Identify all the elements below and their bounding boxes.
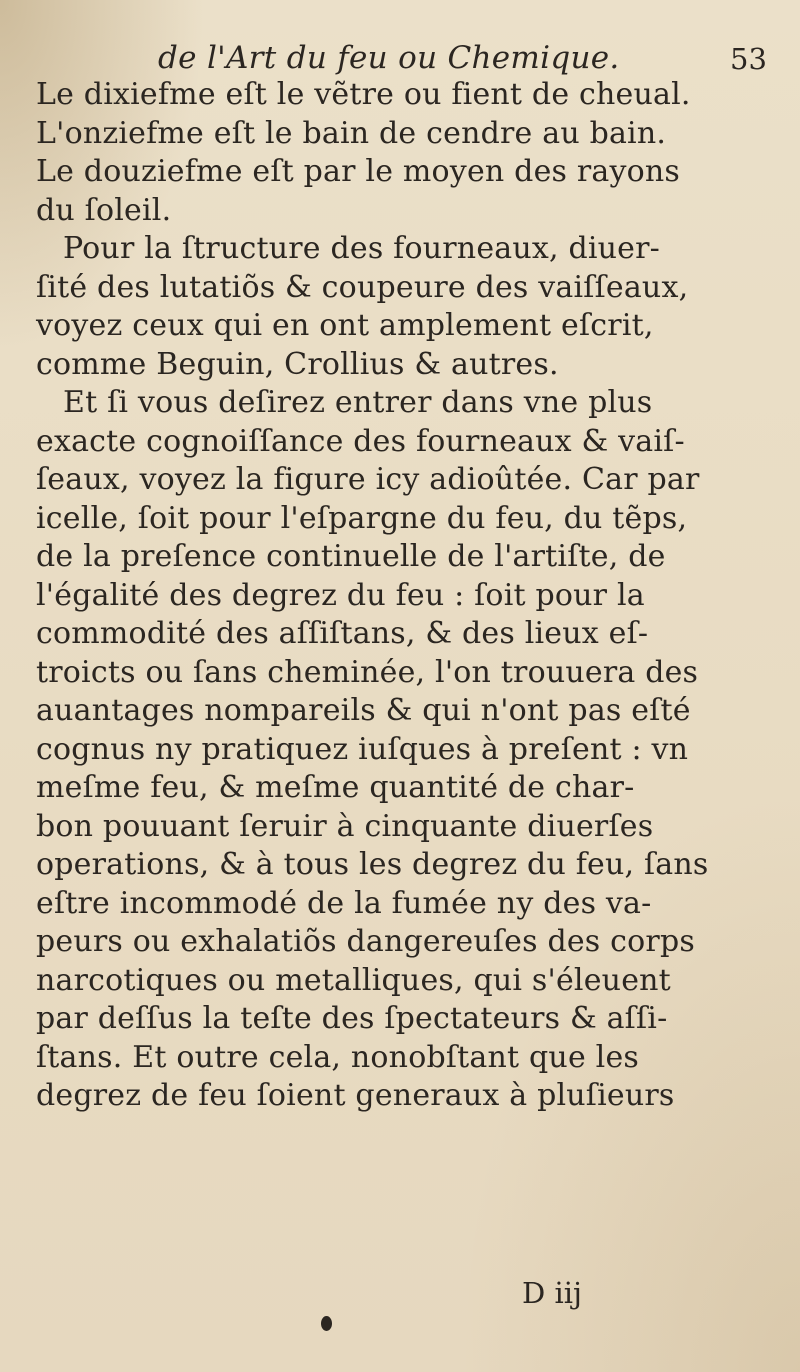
text-line: voyez ceux qui en ont amplement eſcrit,: [36, 308, 654, 343]
body-text: [36, 76, 786, 1116]
text-line: du ſoleil.: [36, 192, 172, 228]
page-number: 53: [730, 42, 767, 76]
text-line: l'égalité des degrez du feu : ſoit pour la: [36, 577, 645, 613]
text-line: exacte cognoiſſance des fourneaux & vaiſ-: [36, 423, 685, 459]
text-line: narcotiques ou metalliques, qui s'éleuent: [36, 962, 671, 998]
text-line: auantages nompareils & qui n'ont pas eſté: [36, 693, 691, 728]
text-line: ſeaux, voyez la figure icy adioûtée. Car par: [36, 462, 700, 497]
text-line: ſtans. Et outre cela, nonobſtant que les: [36, 1039, 639, 1075]
text-line: Et ſi vous deſirez entrer dans vne plus: [63, 385, 653, 420]
text-line: eſtre incommodé de la fumée ny des va-: [36, 885, 652, 921]
text-line: degrez de feu ſoient generaux à pluſieurs: [36, 1078, 675, 1113]
running-title: de l'Art du feu ou Chemique.: [158, 40, 620, 76]
signature-mark: D iij: [522, 1276, 583, 1310]
text-line: commodité des aſſiſtans, & des lieux eſ-: [36, 616, 649, 651]
text-line: L'onziefme eſt le bain de cendre au bain.: [36, 115, 667, 151]
text-line: Le dixiefme eſt le vẽtre ou fient de cheual.: [36, 77, 691, 112]
text-line: de la preſence continuelle de l'artiſte, de: [36, 539, 666, 574]
ink-spot: [321, 1316, 332, 1331]
text-line: peurs ou exhalatiõs dangereuſes des corps: [36, 924, 695, 959]
text-line: Le douziefme eſt par le moyen des rayons: [36, 154, 681, 189]
text-line: ſité des lutatiõs & coupeure des vaiſſeaux,: [36, 269, 689, 305]
text-line: cognus ny pratiquez iuſques à preſent : vn: [36, 731, 689, 767]
text-line: par deſſus la teſte des ſpectateurs & aſſi-: [36, 1001, 668, 1036]
text-line: meſme feu, & meſme quantité de char-: [36, 770, 635, 805]
text-line: comme Beguin, Crollius & autres.: [36, 346, 559, 382]
text-line: icelle, ſoit pour l'eſpargne du feu, du tẽps,: [36, 500, 688, 536]
text-line: bon pouuant ſeruir à cinquante diuerſes: [36, 808, 654, 844]
text-line: operations, & à tous les degrez du feu, ſans: [36, 847, 709, 882]
text-line: Pour la ſtructure des fourneaux, diuer-: [63, 231, 661, 266]
text-line: troicts ou ſans cheminée, l'on trouuera des: [36, 654, 699, 690]
